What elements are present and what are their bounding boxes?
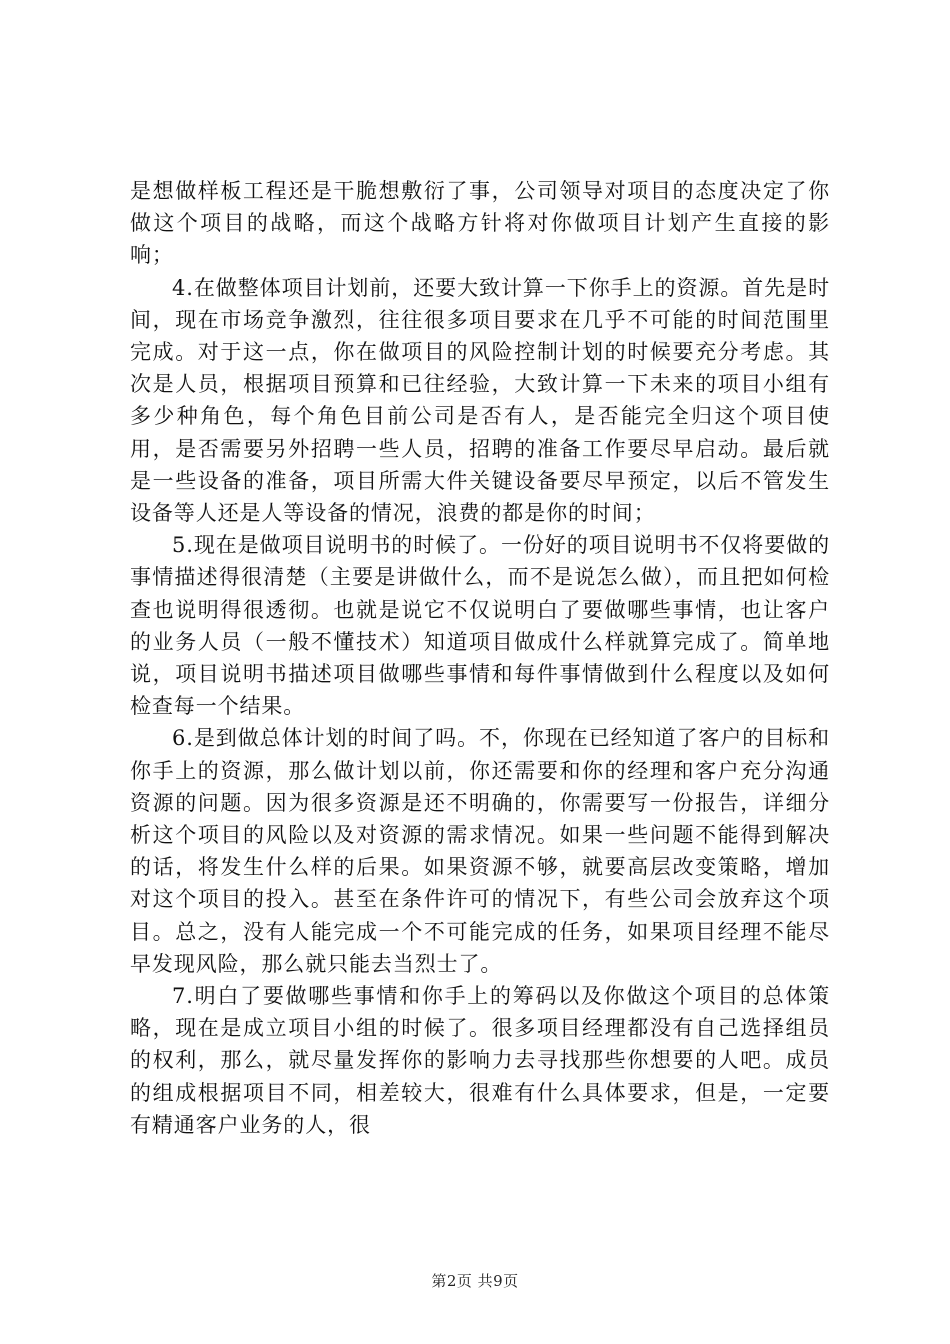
paragraph-continuation: 是想做样板工程还是干脆想敷衍了事，公司领导对项目的态度决定了你做这个项目的战略，而这个战略方针将对你做项目计划产生直接的影响；	[130, 179, 830, 268]
paragraph-item-5: 5.现在是做项目说明书的时候了。一份好的项目说明书不仅将要做的事情描述得很清楚（主要是讲做什么，而不是说怎么做），而且把如何检查也说明得很透彻。也就是说它不仅说明白了要做哪些事情，也让客户的业务人员（一般不懂技术）知道项目做成什么样就算完成了。简单地说，项目说明书描述项目做哪些事情和每件事情做到什么程度以及如何检查每一个结果。	[130, 533, 830, 719]
page-number-footer: 第2页 共9页	[431, 1272, 519, 1290]
paragraph-item-7: 7.明白了要做哪些事情和你手上的筹码以及你做这个项目的总体策略，现在是成立项目小组的时候了。很多项目经理都没有自己选择组员的权利，那么，就尽量发挥你的影响力去寻找那些你想要的人吧。成员的组成根据项目不同，相差较大，很难有什么具体要求，但是，一定要有精通客户业务的人，很	[130, 984, 830, 1137]
paragraph-item-4: 4.在做整体项目计划前，还要大致计算一下你手上的资源。首先是时间，现在市场竞争激烈，往往很多项目要求在几乎不可能的时间范围里完成。对于这一点，你在做项目的风险控制计划的时候要充分考虑。其次是人员，根据项目预算和已往经验，大致计算一下未来的项目小组有多少种角色，每个角色目前公司是否有人，是否能完全归这个项目使用，是否需要另外招聘一些人员，招聘的准备工作要尽早启动。最后就是一些设备的准备，项目所需大件关键设备要尽早预定，以后不管发生设备等人还是人等设备的情况，浪费的都是你的时间；	[130, 275, 830, 526]
paragraph-item-6: 6.是到做总体计划的时间了吗。不，你现在已经知道了客户的目标和你手上的资源，那么做计划以前，你还需要和你的经理和客户充分沟通资源的问题。因为很多资源是还不明确的，你需要写一份报告，详细分析这个项目的风险以及对资源的需求情况。如果一些问题不能得到解决的话，将发生什么样的后果。如果资源不够，就要高层改变策略，增加对这个项目的投入。甚至在条件许可的情况下，有些公司会放弃这个项目。总之，没有人能完成一个不可能完成的任务，如果项目经理不能尽早发现风险，那么就只能去当烈士了。	[130, 726, 830, 976]
document-body	[130, 175, 830, 1141]
